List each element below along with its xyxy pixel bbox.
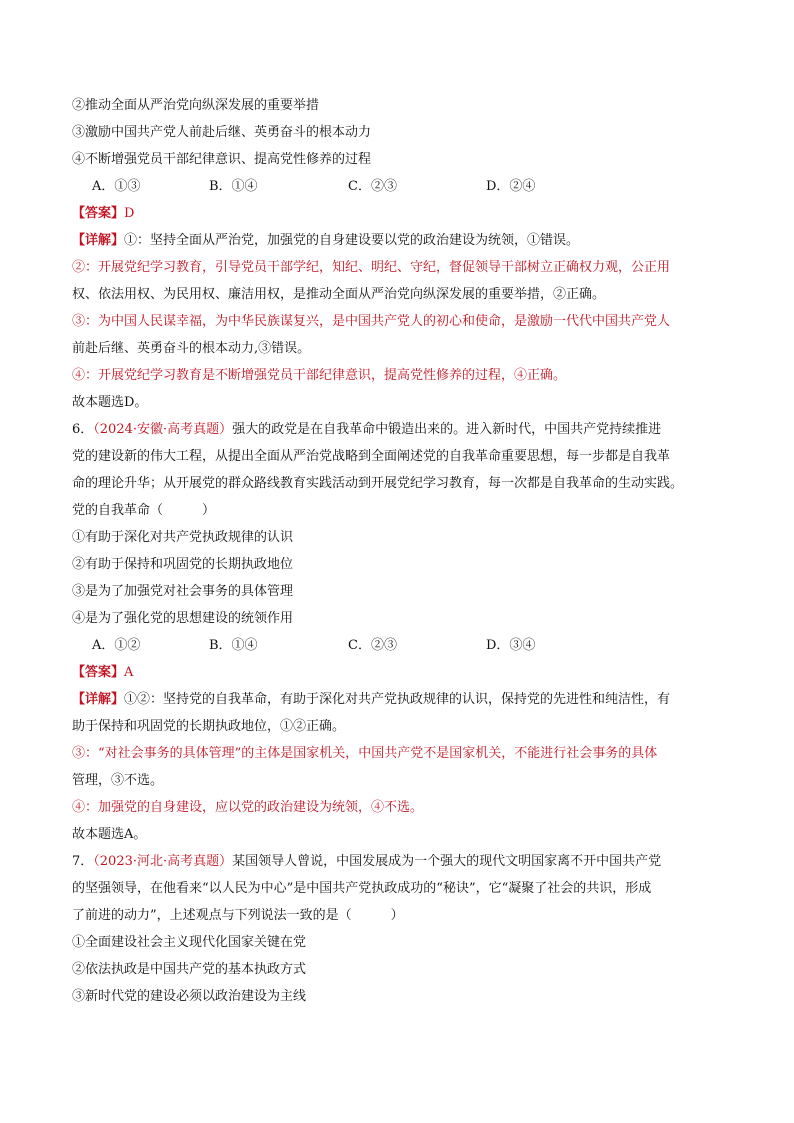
question-number: 7． <box>72 854 94 869</box>
q6-option-2: ②有助于保持和巩固党的长期执政地位 <box>72 557 294 572</box>
answer-value: D <box>124 206 135 221</box>
q6-detail-4: ④：加强党的自身建设，应以党的政治建设为统领，④不选。 <box>72 800 424 815</box>
q6-choice-c: C．②③ <box>348 638 397 653</box>
q6-stem-2: 党的建设新的伟大工程，从提出全面从严治党战略到全面阐述党的自我革命重要思想，每一步都是自我革 <box>72 449 671 464</box>
detail-tag: 【详解】 <box>72 692 125 707</box>
q7-stem-1 <box>72 848 722 875</box>
q6-choice-d: D．③④ <box>486 638 536 653</box>
answer-tag: 【答案】 <box>72 206 125 221</box>
detail-tag: 【详解】 <box>72 233 125 248</box>
q7-option-1: ①全面建设社会主义现代化国家关键在党 <box>72 935 307 950</box>
q6-answer <box>72 659 722 686</box>
q6-option-1: ①有助于深化对共产党执政规律的认识 <box>72 530 294 545</box>
answer-tag: 【答案】 <box>72 665 125 680</box>
q6-detail-1a <box>72 686 722 713</box>
q5-detail-1 <box>72 227 722 254</box>
q5-choice-a: A．①③ <box>92 179 141 194</box>
q6-choice-b: B．①④ <box>209 638 258 653</box>
q5-answer <box>72 200 722 227</box>
q6-stem-4: 党的自我革命（ ） <box>72 503 216 518</box>
q6-conclusion: 故本题选A。 <box>72 827 147 842</box>
q7-stem-2: 的坚强领导，在他看来“以人民为中心”是中国共产党执政成功的“秘诀”，它“凝聚了社会的共识，形成 <box>72 881 652 896</box>
q5-choice-d: D．②④ <box>486 179 536 194</box>
q7-option-2: ②依法执政是中国共产党的基本执政方式 <box>72 962 307 977</box>
detail-text: ①②：坚持党的自我革命，有助于深化对共产党执政规律的认识，保持党的先进性和纯洁性，有 <box>124 692 671 707</box>
q5-choice-c: C．②③ <box>348 179 397 194</box>
q6-option-4: ④是为了强化党的思想建设的统领作用 <box>72 611 294 626</box>
document-page <box>72 92 722 1010</box>
question-source: （2024·安徽·高考真题） <box>93 422 233 437</box>
q6-detail-1b: 助于保持和巩固党的长期执政地位，①②正确。 <box>72 719 346 734</box>
q6-detail-3a: ③：“对社会事务的具体管理”的主体是国家机关，中国共产党不是国家机关，不能进行社会事务的具体 <box>72 746 658 761</box>
q6-stem-1 <box>72 416 722 443</box>
q5-choices <box>72 173 722 200</box>
q5-conclusion: 故本题选D。 <box>72 395 148 410</box>
q5-choice-b: B．①④ <box>209 179 258 194</box>
q5-detail-3b: 前赴后继、英勇奋斗的根本动力,③错误。 <box>72 341 311 356</box>
question-stem: 某国领导人曾说，中国发展成为一个强大的现代文明国家离不开中国共产党 <box>232 854 662 869</box>
q6-stem-3: 命的理论升华；从开展党的群众路线教育实践活动到开展党纪学习教育，每一次都是自我革命的生动实践。 <box>72 476 684 491</box>
q7-stem-3: 了前进的动力”，上述观点与下列说法一致的是（ ） <box>72 908 404 923</box>
question-source: （2023·河北·高考真题） <box>93 854 233 869</box>
q5-option-3: ③激励中国共产党人前赴后继、英勇奋斗的根本动力 <box>72 125 372 140</box>
q6-choice-a: A．①② <box>92 638 141 653</box>
q5-detail-2b: 权、依法用权、为民用权、廉洁用权，是推动全面从严治党向纵深发展的重要举措，②正确。 <box>72 287 606 302</box>
question-stem: 强大的政党是在自我革命中锻造出来的。进入新时代，中国共产党持续推进 <box>232 422 662 437</box>
q6-detail-3b: 管理，③不选。 <box>72 773 164 788</box>
q5-option-4: ④不断增强党员干部纪律意识、提高党性修养的过程 <box>72 152 372 167</box>
q6-option-3: ③是为了加强党对社会事务的具体管理 <box>72 584 294 599</box>
detail-text: ①：坚持全面从严治党，加强党的自身建设要以党的政治建设为统领，①错误。 <box>124 233 580 248</box>
q5-detail-2a: ②：开展党纪学习教育，引导党员干部学纪，知纪、明纪、守纪，督促领导干部树立正确权力观，公正用 <box>72 260 671 275</box>
q5-detail-3a: ③：为中国人民谋幸福，为中华民族谋复兴，是中国共产党人的初心和使命，是激励一代代中国共产党人 <box>72 314 671 329</box>
question-number: 6． <box>72 422 94 437</box>
answer-value: A <box>124 665 134 680</box>
q6-choices <box>72 632 722 659</box>
q7-option-3: ③新时代党的建设必须以政治建设为主线 <box>72 989 307 1004</box>
q5-option-2: ②推动全面从严治党向纵深发展的重要举措 <box>72 98 320 113</box>
q5-detail-4: ④：开展党纪学习教育是不断增强党员干部纪律意识，提高党性修养的过程，④正确。 <box>72 368 567 383</box>
